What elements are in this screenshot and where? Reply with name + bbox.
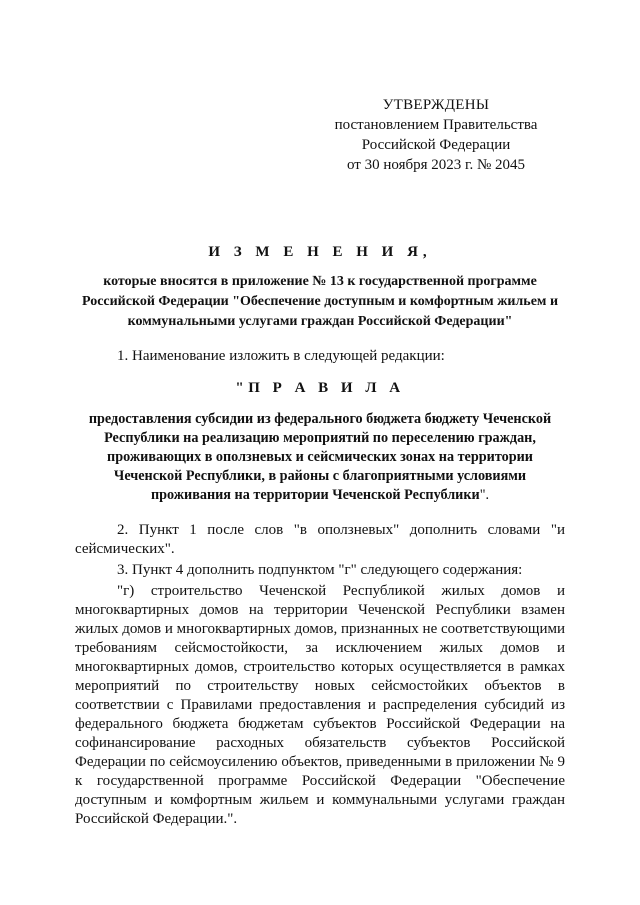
- rules-subtitle-text: предоставления субсидии из федерального бюджета бюджету Чеченской Республики на реализацию мероприятий по переселению граждан, проживающих в оползневых и сейсмических зонах на территории Чеченской Республики, в районы с благоприятными условиями проживания на территории Чеченской Республики: [88, 411, 552, 503]
- approval-stamp: [316, 95, 556, 175]
- rules-block: [75, 378, 565, 505]
- document-subtitle: которые вносятся в приложение № 13 к государственной программе Российской Федерации "Обеспечение доступным и комфортным жильем и коммунальными услугами граждан Российской Федерации": [81, 274, 559, 329]
- approval-line-1: постановлением Правительства: [334, 117, 538, 133]
- rules-subtitle: [75, 410, 565, 505]
- document-body: [75, 347, 565, 829]
- rules-subtitle-tail: ".: [479, 487, 490, 503]
- paragraph-item-3: 3. Пункт 4 дополнить подпунктом "г" следующего содержания:: [117, 562, 523, 578]
- paragraph-item-1: 1. Наименование изложить в следующей редакции:: [117, 348, 445, 364]
- document-title: И З М Е Н Е Н И Я,: [208, 244, 432, 260]
- approval-line-3: от 30 ноября 2023 г. № 2045: [346, 157, 526, 173]
- paragraph-item-3-text: "г) строительство Чеченской Республикой жилых домов и многоквартирных домов на территории Чеченской Республики взамен жилых домов и многоквартирных домов, признанных не соответствующими требованиям сейсмостойкости, за исключением жилых домов и многоквартирных домов, строительство которых осуществляется в рамках мероприятий по строительству новых сейсмостойких объектов в соответствии с Правилами предоставления и распределения субсидий из федерального бюджета бюджетам субъектов Российской Федерации на софинансирование расходных обязательств субъектов Российской Федерации по сейсмоусилению объектов, приведенными в приложении № 9 к государственной программе Российской Федерации "Обеспечение доступным и комфортным жильем и коммунальными услугами граждан Российской Федерации.".: [75, 583, 565, 827]
- paragraph-item-2: 2. Пункт 1 после слов "в оползневых" дополнить словами "и сейсмических".: [75, 522, 565, 557]
- document-heading: [70, 240, 570, 332]
- approval-line-2: Российской Федерации: [361, 137, 511, 153]
- approval-title: УТВЕРЖДЕНЫ: [382, 97, 490, 113]
- rules-title: "П Р А В И Л А: [235, 380, 405, 396]
